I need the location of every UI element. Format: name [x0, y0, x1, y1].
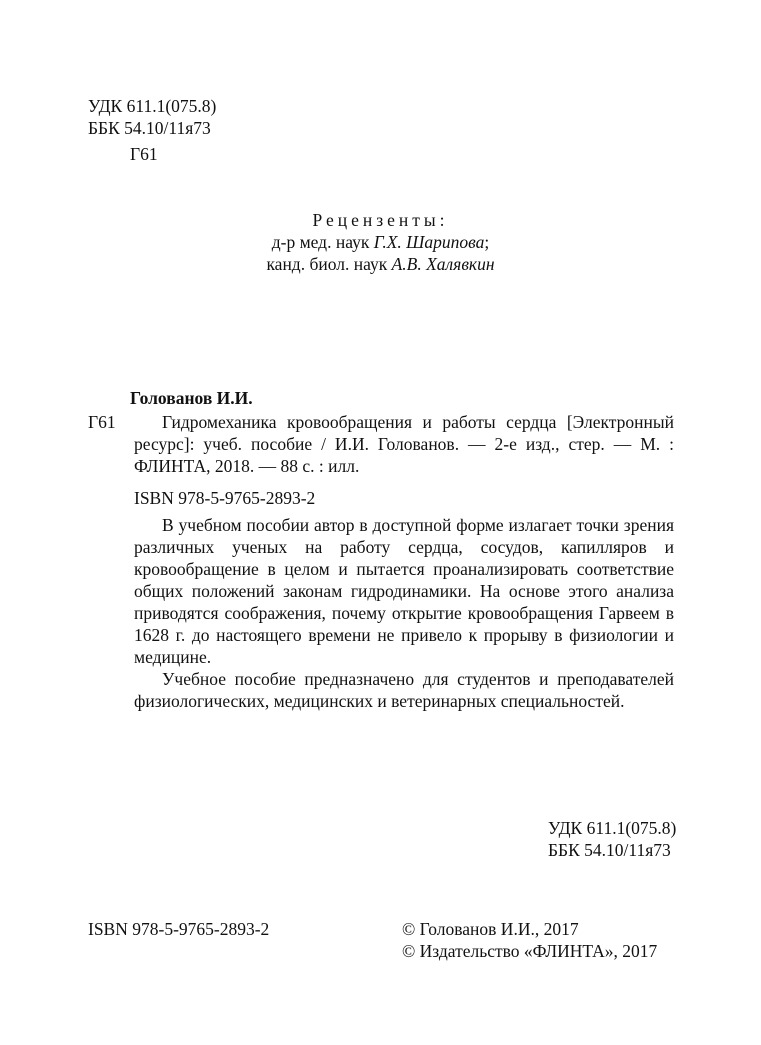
abstract-paragraph-2: Учебное пособие предназначено для студентов и преподавателей физиологических, медицинских и ветеринарных специальностей. — [134, 669, 674, 711]
reviewer-2-degree: канд. биол. наук — [266, 254, 392, 274]
reviewers-block — [0, 209, 761, 275]
reviewer-1-name: Г.Х. Шарипова — [373, 232, 485, 252]
isbn-footer: ISBN 978-5-9765-2893-2 — [88, 919, 270, 939]
bibliographic-text: Гидромеханика кровообращения и работы сердца [Электронный ресурс]: учеб. пособие / И.И. Голованов. — 2-е изд., стер. — М. : ФЛИНТА, 2018. — 88 с. : илл. — [134, 412, 674, 476]
isbn-entry: ISBN 978-5-9765-2893-2 — [134, 488, 316, 508]
abstract-block — [134, 514, 674, 712]
bbk-code-bottom: ББК 54.10/11я73 — [548, 840, 671, 860]
author-mark-entry: Г61 — [88, 412, 116, 432]
classification-bottom — [548, 817, 676, 861]
classification-top — [88, 95, 216, 139]
bibliographic-entry — [134, 411, 674, 477]
reviewer-2-name: А.В. Халявкин — [391, 254, 495, 274]
reviewer-2 — [0, 253, 761, 275]
copyright-block — [402, 918, 657, 962]
reviewer-1-suffix: ; — [484, 232, 490, 252]
book-author: Голованов И.И. — [130, 388, 253, 408]
abstract-paragraph-1: В учебном пособии автор в доступной форме излагает точки зрения различных ученых на работу сердца, сосудов, капилляров и кровообращение в целом и пытается проанализировать соответствие общих положений законам гидродинамики. На основе этого анализа приводятся соображения, почему открытие кровообращения Гарвеем в 1628 г. до настоящего времени не привело к прорыву в физиологии и медицине. — [134, 515, 674, 667]
author-mark: Г61 — [130, 144, 158, 164]
copyright-publisher: © Издательство «ФЛИНТА», 2017 — [402, 941, 658, 961]
reviewers-heading: Рецензенты: — [312, 210, 449, 230]
bbk-code: ББК 54.10/11я73 — [88, 118, 211, 138]
reviewer-1-degree: д-р мед. наук — [271, 232, 374, 252]
copyright-author: © Голованов И.И., 2017 — [402, 919, 579, 939]
udk-code: УДК 611.1(075.8) — [88, 96, 217, 116]
reviewer-1 — [0, 231, 761, 253]
udk-code-bottom: УДК 611.1(075.8) — [548, 818, 677, 838]
